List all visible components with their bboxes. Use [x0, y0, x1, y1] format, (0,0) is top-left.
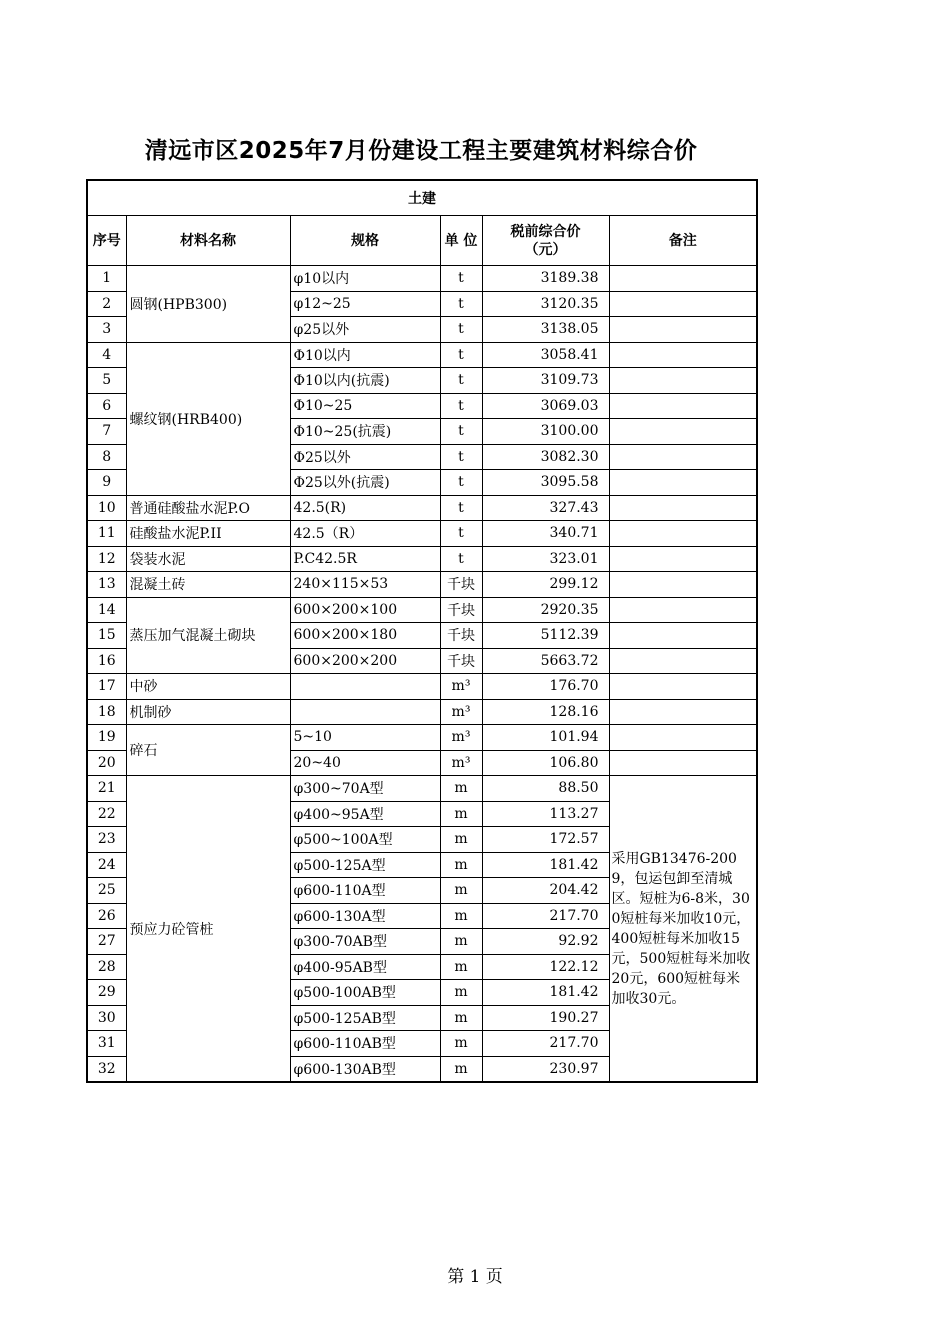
cell-spec: 5~10: [290, 725, 440, 751]
table-row: [87, 725, 757, 751]
cell-no: 31: [87, 1031, 126, 1057]
cell-no: 32: [87, 1056, 126, 1082]
cell-price: 327.43: [482, 495, 609, 521]
section-title: 土建: [87, 180, 757, 216]
col-header-unit: 单 位: [440, 216, 482, 266]
cell-spec: P.C42.5R: [290, 546, 440, 572]
cell-spec: φ10以内: [290, 266, 440, 292]
cell-no: 1: [87, 266, 126, 292]
cell-price: 181.42: [482, 852, 609, 878]
cell-no: 12: [87, 546, 126, 572]
cell-no: 13: [87, 572, 126, 598]
cell-unit: 千块: [440, 597, 482, 623]
cell-spec: 600×200×200: [290, 648, 440, 674]
cell-spec: [290, 674, 440, 700]
col-header-spec: 规格: [290, 216, 440, 266]
cell-no: 4: [87, 342, 126, 368]
cell-unit: t: [440, 444, 482, 470]
cell-note: [609, 317, 757, 343]
cell-unit: t: [440, 521, 482, 547]
cell-no: 28: [87, 954, 126, 980]
col-header-price-line2: （元）: [524, 241, 567, 258]
cell-note: [609, 623, 757, 649]
cell-spec: φ300~70A型: [290, 776, 440, 802]
cell-unit: m: [440, 827, 482, 853]
cell-no: 18: [87, 699, 126, 725]
page-number: 第 1 页: [447, 1267, 503, 1287]
cell-unit: m³: [440, 674, 482, 700]
cell-price: 230.97: [482, 1056, 609, 1082]
cell-note: [609, 419, 757, 445]
cell-no: 9: [87, 470, 126, 496]
cell-spec: Φ10~25(抗震): [290, 419, 440, 445]
cell-price: 299.12: [482, 572, 609, 598]
cell-no: 8: [87, 444, 126, 470]
cell-spec: φ12~25: [290, 291, 440, 317]
cell-no: 17: [87, 674, 126, 700]
cell-price: 3095.58: [482, 470, 609, 496]
table-row: [87, 495, 757, 521]
col-header-name: 材料名称: [126, 216, 290, 266]
cell-price: 88.50: [482, 776, 609, 802]
table-row: [87, 776, 757, 802]
cell-unit: m³: [440, 725, 482, 751]
cell-unit: 千块: [440, 648, 482, 674]
cell-note: [609, 342, 757, 368]
cell-unit: t: [440, 342, 482, 368]
cell-unit: m: [440, 903, 482, 929]
cell-price: 3058.41: [482, 342, 609, 368]
cell-price: 3120.35: [482, 291, 609, 317]
cell-note: [609, 546, 757, 572]
cell-unit: m: [440, 776, 482, 802]
materials-price-table: [86, 179, 758, 1083]
cell-unit: m³: [440, 750, 482, 776]
table-row: [87, 546, 757, 572]
cell-no: 27: [87, 929, 126, 955]
cell-spec: φ600-110A型: [290, 878, 440, 904]
table-row: [87, 597, 757, 623]
cell-no: 11: [87, 521, 126, 547]
col-header-note: 备注: [609, 216, 757, 266]
cell-unit: m: [440, 1056, 482, 1082]
cell-spec: φ600-130A型: [290, 903, 440, 929]
cell-unit: 千块: [440, 623, 482, 649]
cell-price: 2920.35: [482, 597, 609, 623]
cell-note: [609, 648, 757, 674]
cell-unit: m: [440, 980, 482, 1006]
cell-spec: 20~40: [290, 750, 440, 776]
cell-no: 21: [87, 776, 126, 802]
cell-unit: m: [440, 929, 482, 955]
cell-spec: Φ10~25: [290, 393, 440, 419]
cell-no: 26: [87, 903, 126, 929]
col-header-no: 序号: [87, 216, 126, 266]
cell-spec: φ400~95A型: [290, 801, 440, 827]
cell-unit: t: [440, 368, 482, 394]
table-row: [87, 572, 757, 598]
cell-no: 5: [87, 368, 126, 394]
cell-material-name: 普通硅酸盐水泥P.O: [126, 495, 290, 521]
cell-note: [609, 368, 757, 394]
cell-price: 3138.05: [482, 317, 609, 343]
cell-price: 181.42: [482, 980, 609, 1006]
cell-price: 204.42: [482, 878, 609, 904]
cell-no: 16: [87, 648, 126, 674]
table-row: [87, 699, 757, 725]
cell-spec: 42.5(R): [290, 495, 440, 521]
cell-note: [609, 470, 757, 496]
cell-material-name: 中砂: [126, 674, 290, 700]
cell-spec: φ500-125AB型: [290, 1005, 440, 1031]
cell-note: [609, 597, 757, 623]
cell-price: 122.12: [482, 954, 609, 980]
cell-unit: m: [440, 852, 482, 878]
cell-no: 23: [87, 827, 126, 853]
cell-spec: φ500~100A型: [290, 827, 440, 853]
cell-price: 323.01: [482, 546, 609, 572]
cell-spec: φ500-125A型: [290, 852, 440, 878]
cell-price: 3109.73: [482, 368, 609, 394]
cell-price: 3082.30: [482, 444, 609, 470]
cell-material-name: 预应力砼管桩: [126, 776, 290, 1083]
cell-price: 217.70: [482, 1031, 609, 1057]
cell-no: 25: [87, 878, 126, 904]
cell-spec: 42.5（R）: [290, 521, 440, 547]
cell-price: 172.57: [482, 827, 609, 853]
cell-unit: t: [440, 546, 482, 572]
cell-spec: Φ10以内(抗震): [290, 368, 440, 394]
cell-no: 3: [87, 317, 126, 343]
cell-note: [609, 291, 757, 317]
cell-no: 10: [87, 495, 126, 521]
cell-note: [609, 266, 757, 292]
cell-unit: m: [440, 954, 482, 980]
cell-unit: t: [440, 393, 482, 419]
table-row: [87, 521, 757, 547]
table-row: [87, 266, 757, 292]
cell-no: 6: [87, 393, 126, 419]
cell-price: 3100.00: [482, 419, 609, 445]
cell-spec: 240×115×53: [290, 572, 440, 598]
cell-no: 15: [87, 623, 126, 649]
cell-price: 5112.39: [482, 623, 609, 649]
cell-spec: φ300-70AB型: [290, 929, 440, 955]
section-header-row: [87, 180, 757, 216]
cell-material-name: 蒸压加气混凝土砌块: [126, 597, 290, 674]
cell-note: [609, 750, 757, 776]
cell-material-name: 碎石: [126, 725, 290, 776]
cell-price: 176.70: [482, 674, 609, 700]
cell-note: [609, 725, 757, 751]
cell-unit: t: [440, 317, 482, 343]
cell-material-name: 袋装水泥: [126, 546, 290, 572]
cell-spec: φ600-130AB型: [290, 1056, 440, 1082]
cell-note: [609, 393, 757, 419]
cell-spec: [290, 699, 440, 725]
cell-price: 128.16: [482, 699, 609, 725]
cell-material-name: 硅酸盐水泥P.II: [126, 521, 290, 547]
cell-price: 3069.03: [482, 393, 609, 419]
cell-spec: 600×200×180: [290, 623, 440, 649]
cell-unit: m: [440, 878, 482, 904]
cell-note: [609, 495, 757, 521]
cell-unit: t: [440, 291, 482, 317]
document-title: 清远市区2025年7月份建设工程主要建筑材料综合价: [144, 138, 698, 164]
cell-price: 92.92: [482, 929, 609, 955]
cell-spec: Φ25以外(抗震): [290, 470, 440, 496]
cell-note-pipe-pile: 采用GB13476-2009，包运包卸至清城区。短桩为6-8米，300短桩每米加收10元，400短桩每米加收15元，500短桩每米加收20元，600短桩每米加收30元。: [609, 776, 757, 1083]
cell-no: 19: [87, 725, 126, 751]
cell-unit: t: [440, 470, 482, 496]
cell-price: 3189.38: [482, 266, 609, 292]
cell-unit: m: [440, 1005, 482, 1031]
column-header-row: [87, 216, 757, 266]
cell-spec: φ400-95AB型: [290, 954, 440, 980]
cell-unit: m³: [440, 699, 482, 725]
cell-note: [609, 521, 757, 547]
cell-spec: Φ10以内: [290, 342, 440, 368]
cell-price: 101.94: [482, 725, 609, 751]
cell-no: 20: [87, 750, 126, 776]
cell-spec: Φ25以外: [290, 444, 440, 470]
cell-note: [609, 572, 757, 598]
cell-price: 190.27: [482, 1005, 609, 1031]
cell-no: 2: [87, 291, 126, 317]
cell-unit: m: [440, 801, 482, 827]
table-row: [87, 342, 757, 368]
cell-spec: φ25以外: [290, 317, 440, 343]
cell-material-name: 圆钢(HPB300): [126, 266, 290, 343]
cell-unit: 千块: [440, 572, 482, 598]
cell-material-name: 机制砂: [126, 699, 290, 725]
col-header-price-line1: 税前综合价: [510, 223, 581, 240]
cell-unit: t: [440, 266, 482, 292]
cell-price: 106.80: [482, 750, 609, 776]
cell-no: 7: [87, 419, 126, 445]
cell-material-name: 螺纹钢(HRB400): [126, 342, 290, 495]
cell-spec: φ600-110AB型: [290, 1031, 440, 1057]
cell-note: [609, 444, 757, 470]
col-header-price: [482, 216, 609, 266]
cell-unit: m: [440, 1031, 482, 1057]
cell-note: [609, 699, 757, 725]
cell-unit: t: [440, 419, 482, 445]
cell-no: 14: [87, 597, 126, 623]
cell-price: 217.70: [482, 903, 609, 929]
table-row: [87, 674, 757, 700]
table-body: [87, 266, 757, 1083]
cell-note: [609, 674, 757, 700]
cell-no: 29: [87, 980, 126, 1006]
cell-price: 340.71: [482, 521, 609, 547]
cell-price: 5663.72: [482, 648, 609, 674]
cell-no: 24: [87, 852, 126, 878]
cell-unit: t: [440, 495, 482, 521]
cell-material-name: 混凝土砖: [126, 572, 290, 598]
cell-spec: 600×200×100: [290, 597, 440, 623]
cell-no: 22: [87, 801, 126, 827]
cell-spec: φ500-100AB型: [290, 980, 440, 1006]
cell-no: 30: [87, 1005, 126, 1031]
cell-price: 113.27: [482, 801, 609, 827]
